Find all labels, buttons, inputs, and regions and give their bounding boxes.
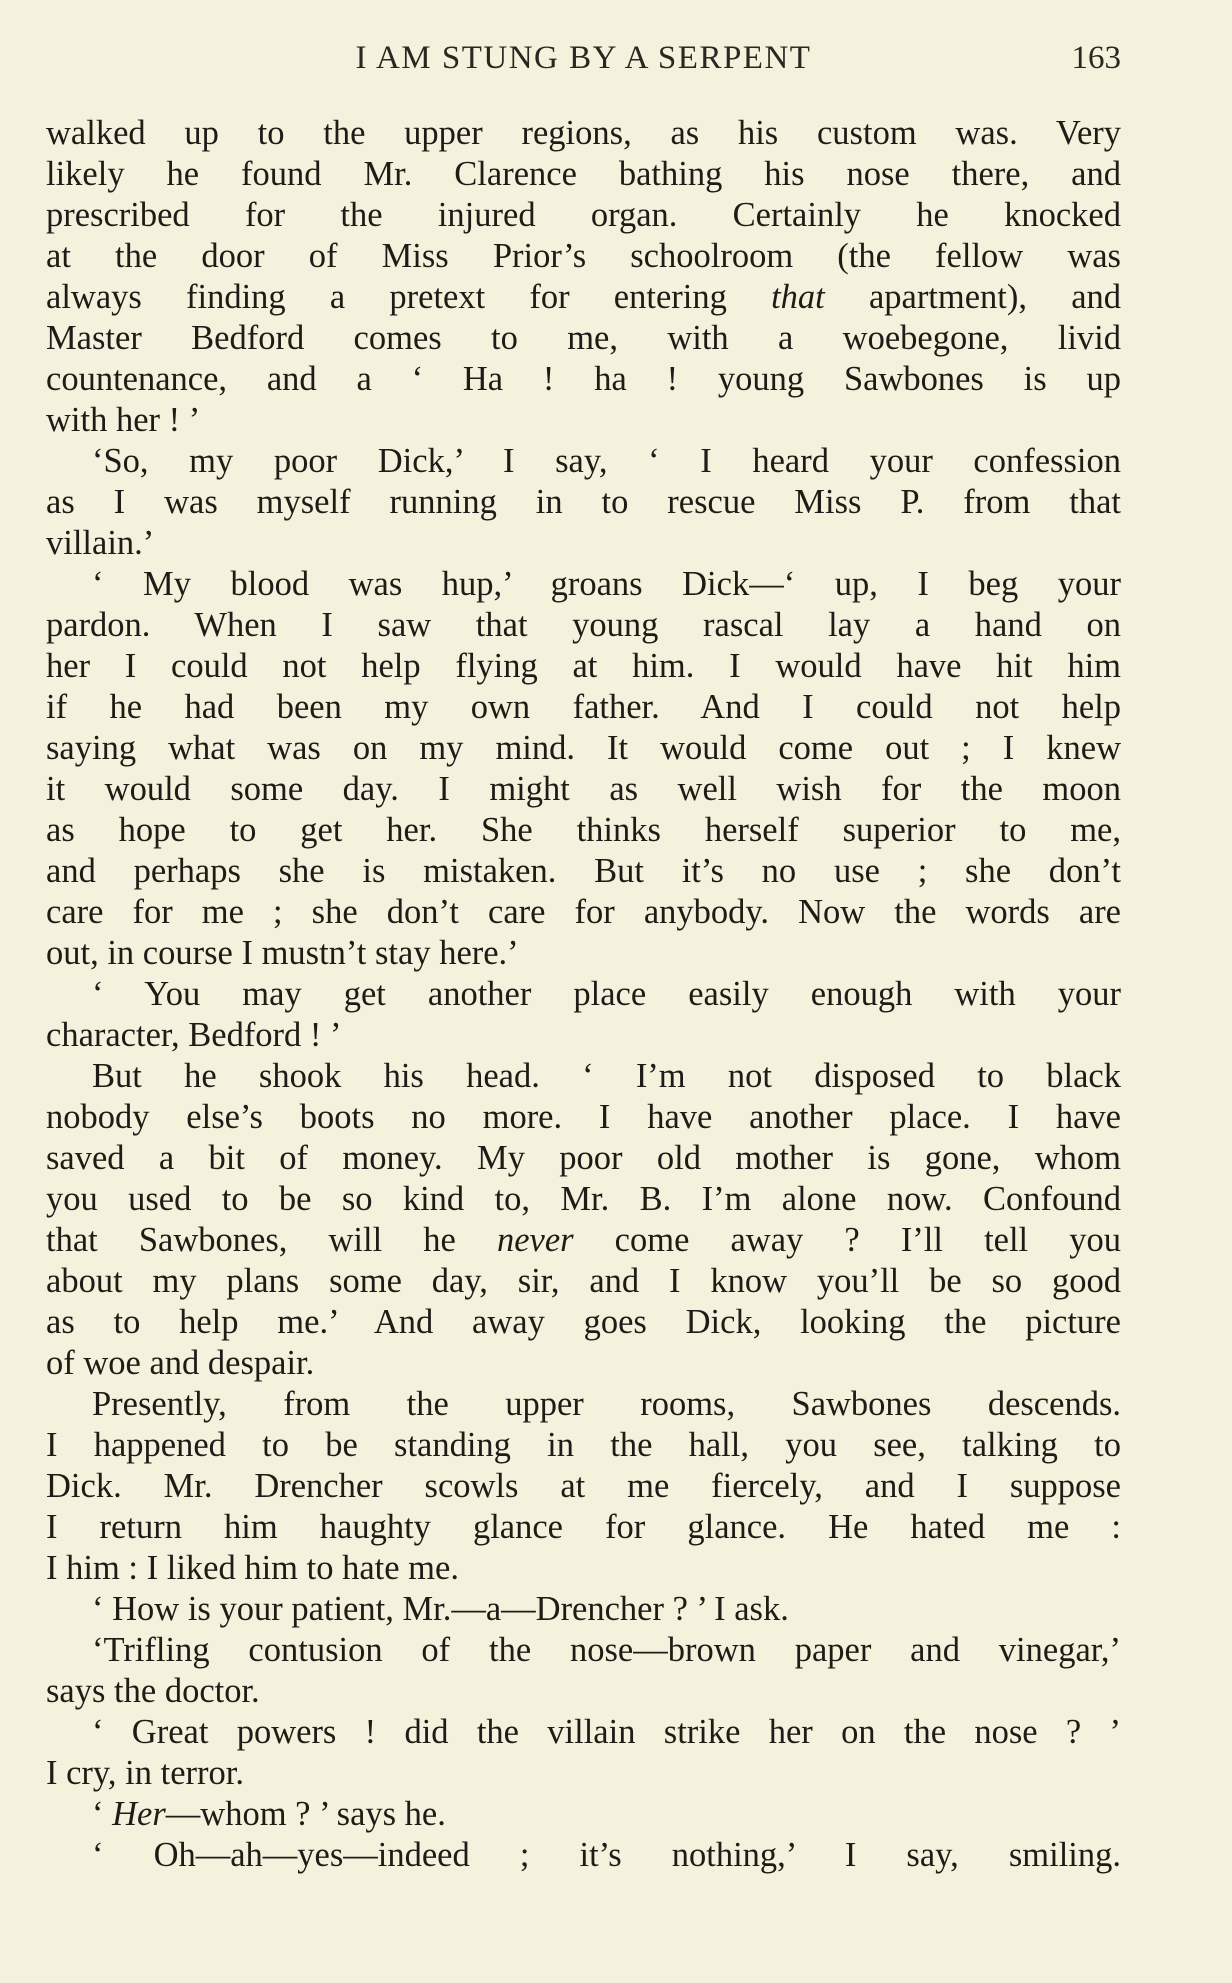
text-line: Presently, from the upper rooms, Sawbones descends. — [92, 1385, 1121, 1423]
text-line: care for me ; she don’t care for anybody. Now the words are — [46, 893, 1121, 931]
text-line: ‘ How is your patient, Mr.—a—Drencher ? ’ I ask. — [92, 1590, 789, 1628]
text-line: as hope to get her. She thinks herself superior to me, — [46, 811, 1121, 849]
text-line: of woe and despair. — [46, 1344, 315, 1382]
text-line: prescribed for the injured organ. Certainly he knocked — [46, 196, 1121, 234]
text-line: says the doctor. — [46, 1672, 260, 1710]
text-line: at the door of Miss Prior’s schoolroom (the fellow was — [46, 237, 1121, 275]
text-line: ‘So, my poor Dick,’ I say, ‘ I heard your confession — [92, 442, 1121, 480]
running-head: I AM STUNG BY A SERPENT — [355, 40, 812, 76]
text-line: nobody else’s boots no more. I have another place. I have — [46, 1098, 1121, 1136]
text-line: villain.’ — [46, 524, 155, 562]
text-line: character, Bedford ! ’ — [46, 1016, 342, 1054]
text-line: Master Bedford comes to me, with a woebegone, livid — [46, 319, 1121, 357]
text-line: her I could not help flying at him. I would have hit him — [46, 647, 1121, 685]
text-line: countenance, and a ‘ Ha ! ha ! young Sawbones is up — [46, 360, 1121, 398]
text-line: as I was myself running in to rescue Miss P. from that — [46, 483, 1121, 521]
text-line: ‘ You may get another place easily enough with your — [92, 975, 1121, 1013]
text-line: it would some day. I might as well wish for the moon — [46, 770, 1121, 808]
page-number: 163 — [1071, 40, 1121, 76]
body-text — [46, 113, 1121, 1876]
text-line: I return him haughty glance for glance. He hated me : — [46, 1508, 1121, 1546]
text-line: Dick. Mr. Drencher scowls at me fiercely, and I suppose — [46, 1467, 1121, 1505]
text-line: always finding a pretext for entering that apartment), and — [46, 278, 1122, 316]
text-line: But he shook his head. ‘ I’m not disposed to black — [92, 1057, 1121, 1095]
text-line: that Sawbones, will he never come away ? I’ll tell you — [46, 1221, 1121, 1259]
text-line: ‘ Great powers ! did the villain strike her on the nose ? ’ — [92, 1713, 1121, 1751]
text-line: likely he found Mr. Clarence bathing his nose there, and — [46, 155, 1121, 193]
text-line: I cry, in terror. — [46, 1754, 244, 1792]
text-line: ‘ Her—whom ? ’ says he. — [92, 1795, 446, 1833]
text-line: I him : I liked him to hate me. — [46, 1549, 459, 1587]
text-line: ‘Trifling contusion of the nose—brown paper and vinegar,’ — [92, 1631, 1121, 1669]
text-line: about my plans some day, sir, and I know you’ll be so good — [46, 1262, 1121, 1300]
text-line: you used to be so kind to, Mr. B. I’m alone now. Confound — [46, 1180, 1121, 1218]
emphasis: never — [496, 1221, 574, 1259]
text-line: saying what was on my mind. It would come out ; I knew — [46, 729, 1121, 767]
emphasis: that — [771, 278, 825, 316]
text-line: pardon. When I saw that young rascal lay a hand on — [46, 606, 1121, 644]
text-line: ‘ My blood was hup,’ groans Dick—‘ up, I beg your — [92, 565, 1121, 603]
page-header — [46, 40, 1121, 84]
text-line: out, in course I mustn’t stay here.’ — [46, 934, 519, 972]
text-line: I happened to be standing in the hall, you see, talking to — [46, 1426, 1121, 1464]
text-line: walked up to the upper regions, as his custom was. Very — [46, 114, 1121, 152]
text-line: ‘ Oh—ah—yes—indeed ; it’s nothing,’ I say, smiling. — [92, 1836, 1121, 1874]
text-line: if he had been my own father. And I could not help — [46, 688, 1121, 726]
text-line: and perhaps she is mistaken. But it’s no use ; she don’t — [46, 852, 1121, 890]
text-line: with her ! ’ — [46, 401, 201, 439]
emphasis: Her — [112, 1795, 166, 1833]
text-line: saved a bit of money. My poor old mother is gone, whom — [46, 1139, 1121, 1177]
text-line: as to help me.’ And away goes Dick, looking the picture — [46, 1303, 1121, 1341]
